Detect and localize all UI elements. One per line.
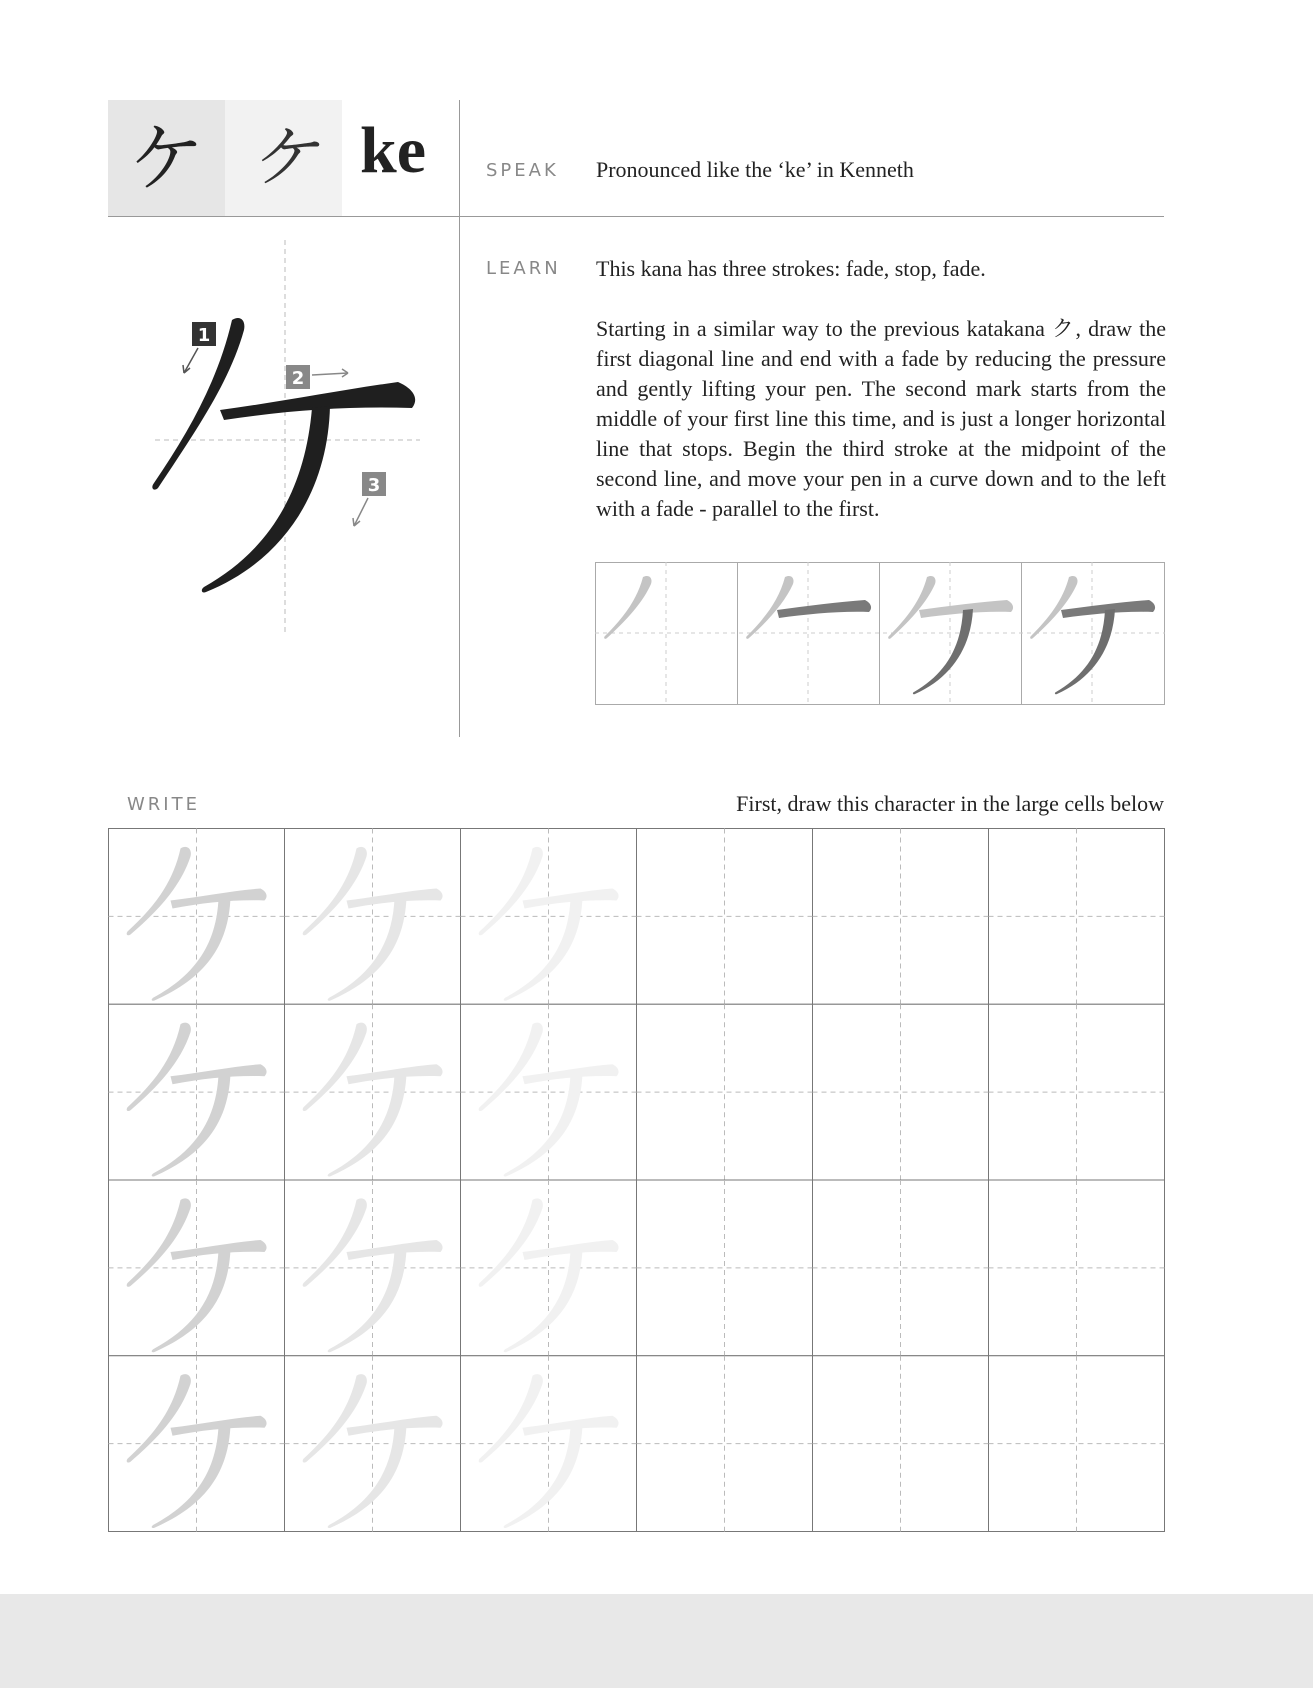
romaji-title: ke: [360, 114, 426, 187]
practice-cell[interactable]: [813, 829, 989, 1005]
trace-cell[interactable]: [461, 829, 637, 1005]
practice-cell[interactable]: [989, 1356, 1165, 1532]
practice-cell[interactable]: [989, 829, 1165, 1005]
trace-cell[interactable]: [109, 1180, 285, 1356]
trace-cell[interactable]: [461, 1004, 637, 1180]
katakana-glyph: ケ: [128, 113, 205, 203]
trace-cell[interactable]: [461, 1356, 637, 1532]
practice-cell[interactable]: [989, 1004, 1165, 1180]
speak-label: SPEAK: [486, 160, 559, 181]
stroke-order-diagram: [140, 240, 440, 640]
write-label: WRITE: [127, 794, 200, 815]
stroke-progression-strip: [595, 562, 1165, 706]
trace-cell[interactable]: [109, 1004, 285, 1180]
bottom-band: [0, 1594, 1313, 1688]
katakana-glyph-box: [108, 100, 225, 217]
practice-grid: [108, 828, 1165, 1532]
stroke-3: [202, 406, 330, 593]
stroke-badge-2: [286, 365, 348, 389]
trace-cell[interactable]: [285, 829, 461, 1005]
svg-text:2: 2: [291, 368, 305, 389]
column-divider: [459, 100, 460, 737]
svg-text:3: 3: [367, 475, 381, 496]
trace-cell[interactable]: [461, 1180, 637, 1356]
speak-text: Pronounced like the ‘ke’ in Kenneth: [596, 157, 914, 182]
practice-cell[interactable]: [637, 1356, 813, 1532]
trace-cell[interactable]: [285, 1356, 461, 1532]
practice-cell[interactable]: [813, 1356, 989, 1532]
practice-cell[interactable]: [637, 829, 813, 1005]
trace-cell[interactable]: [285, 1004, 461, 1180]
trace-cell[interactable]: [109, 829, 285, 1005]
svg-text:1: 1: [197, 325, 211, 346]
write-instruction: First, draw this character in the large cells below: [736, 791, 1164, 816]
practice-cell[interactable]: [813, 1180, 989, 1356]
progression-step-3: [888, 576, 1013, 694]
progression-step-4: [1030, 576, 1155, 694]
header-divider: [108, 216, 1164, 217]
trace-cell[interactable]: [285, 1180, 461, 1356]
learn-label: LEARN: [486, 258, 561, 279]
stroke-badge-1: [183, 322, 216, 373]
practice-cell[interactable]: [637, 1004, 813, 1180]
handwritten-glyph: ケ: [249, 118, 318, 198]
practice-cell[interactable]: [813, 1004, 989, 1180]
trace-cell[interactable]: [109, 1356, 285, 1532]
learn-paragraph: Starting in a similar way to the previous katakana ク, draw the first diagonal line and end with a fade by reducing the pressure and gently lifting your pen. The second mark starts from the middle of your first line this time, and is just a longer horizontal line that stops. Begin the third stroke at the midpoint of the second line, and move your pen in a curve down and to the left with a fade - parallel to the first.: [596, 316, 1166, 521]
stroke-badge-3: [353, 472, 386, 526]
progression-step-2: [746, 576, 871, 639]
learn-summary: This kana has three strokes: fade, stop, fade.: [596, 256, 986, 281]
progression-step-1: [604, 576, 651, 639]
practice-cell[interactable]: [989, 1180, 1165, 1356]
practice-cell[interactable]: [637, 1180, 813, 1356]
handwritten-glyph-box: [225, 100, 342, 217]
